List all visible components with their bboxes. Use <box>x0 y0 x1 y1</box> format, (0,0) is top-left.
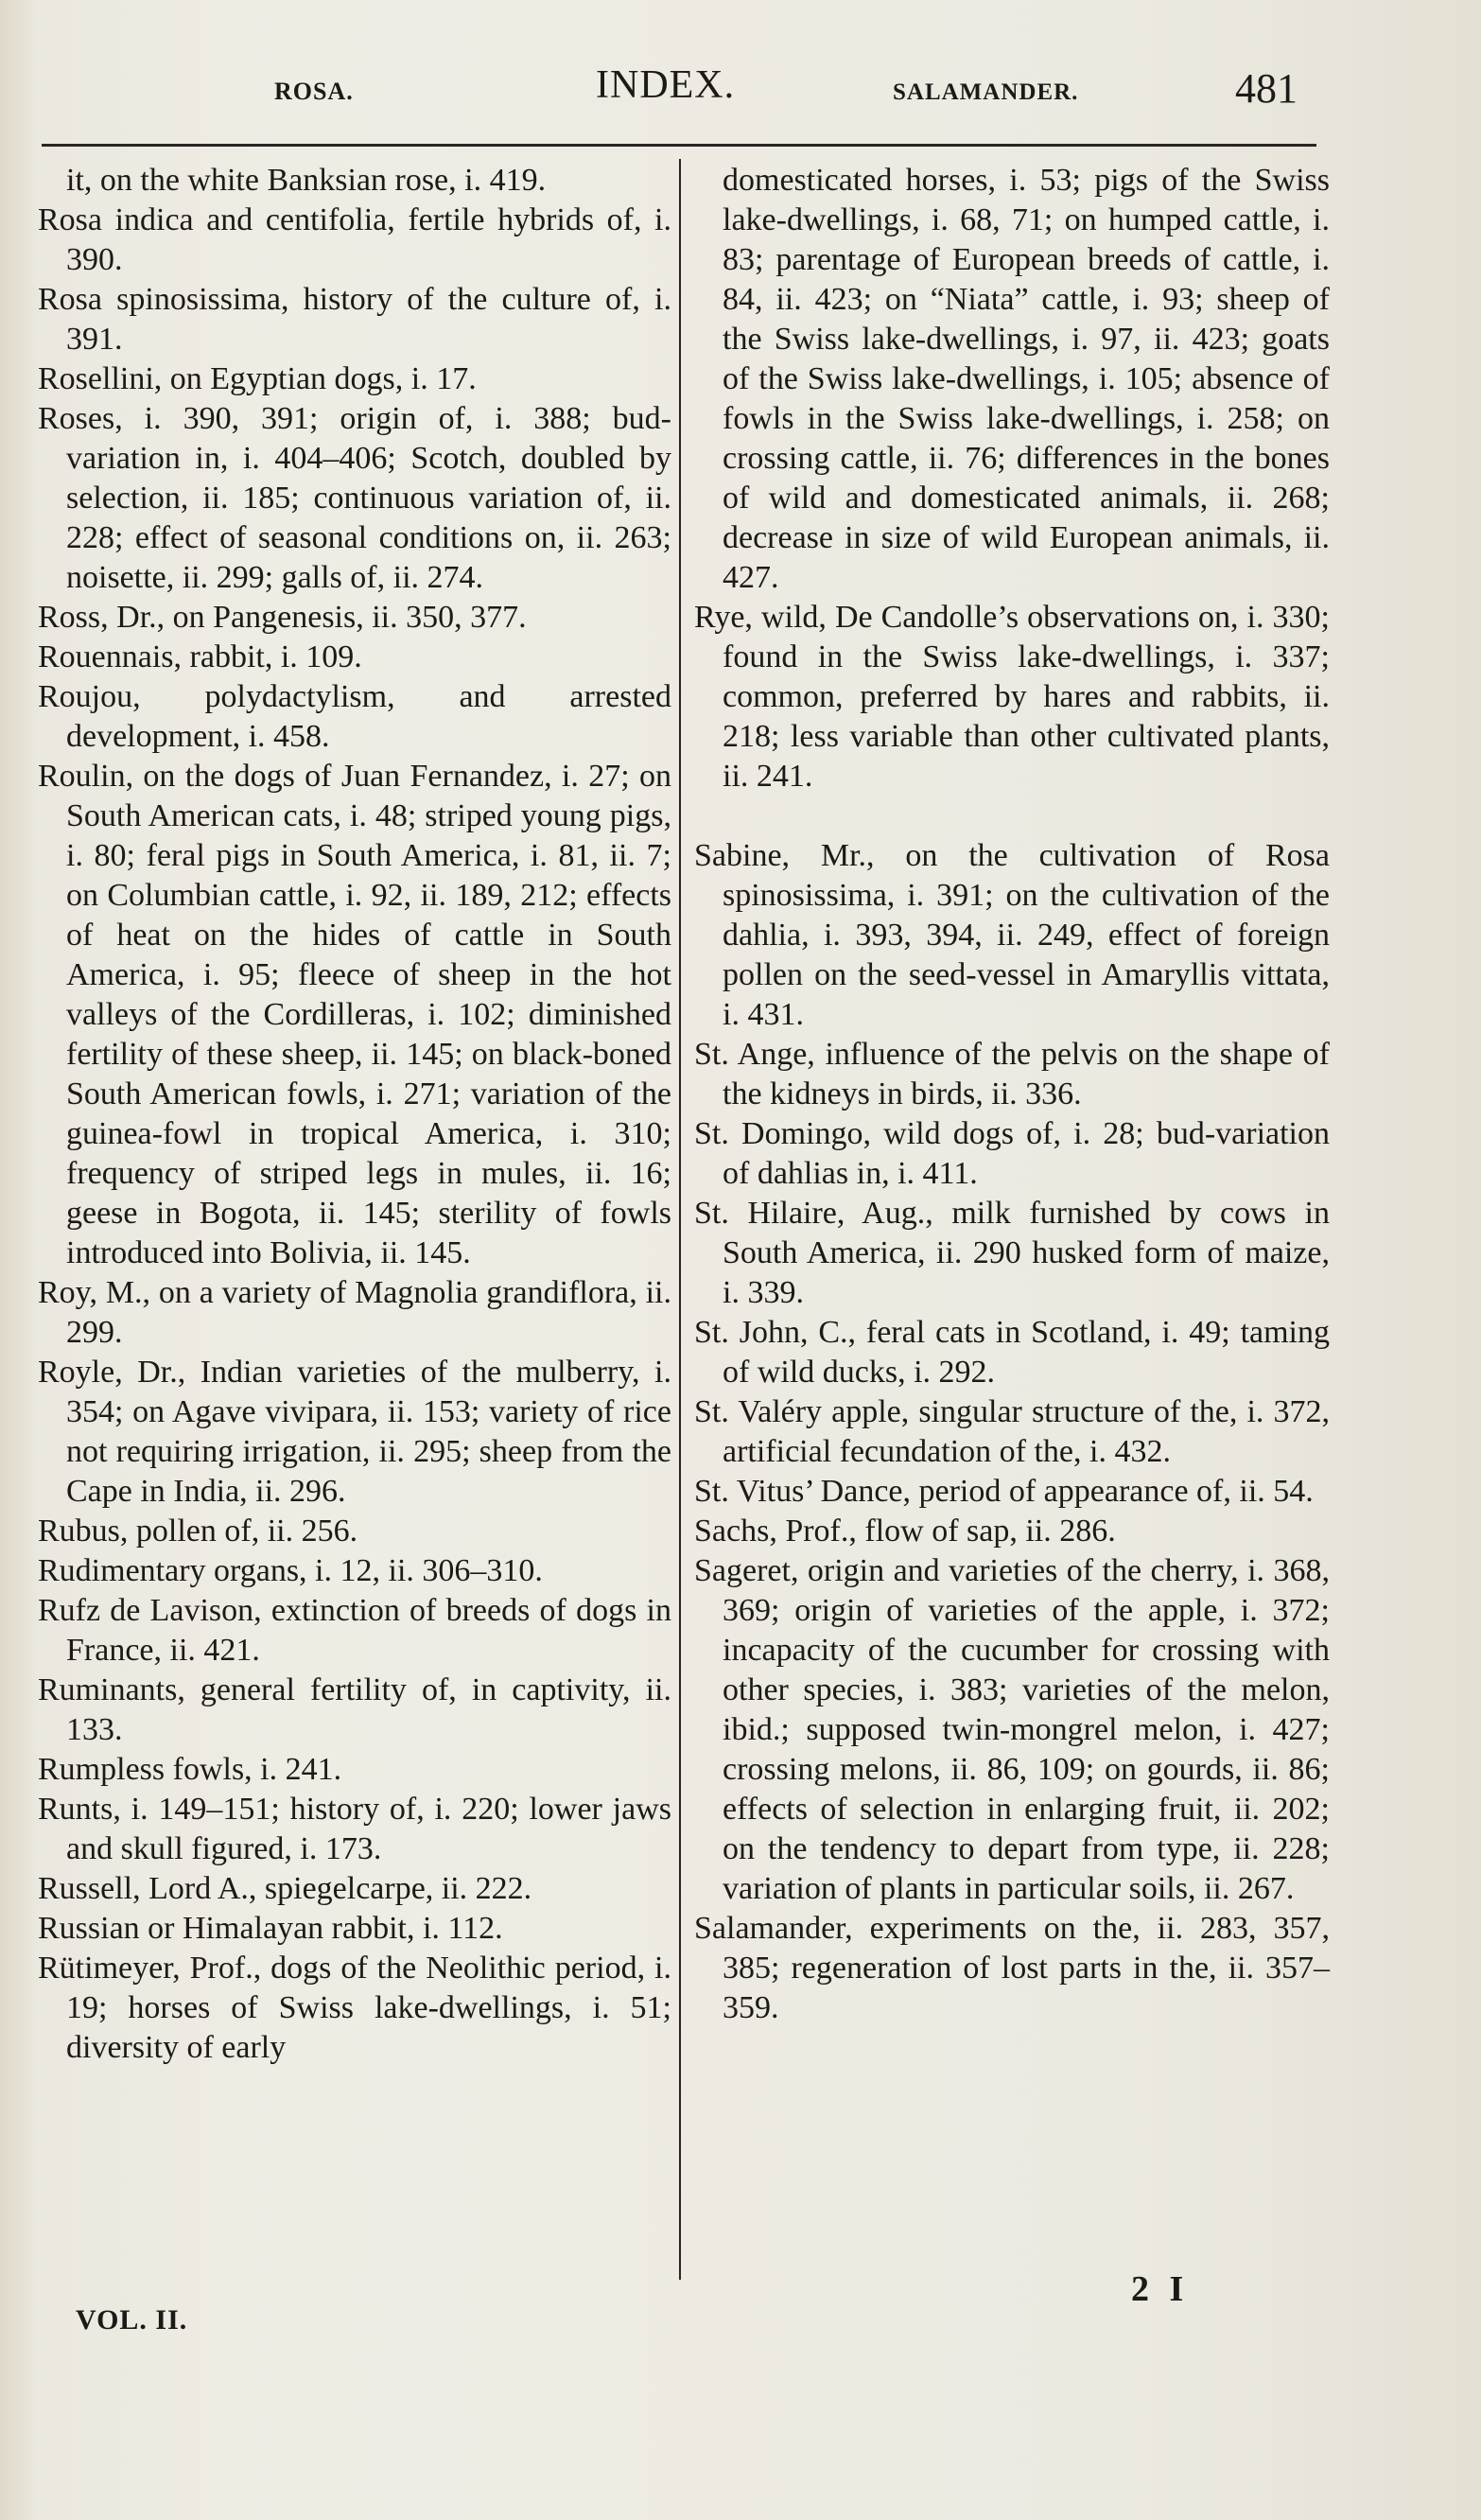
index-entry: Rosellini, on Egyptian dogs, i. 17. <box>38 361 477 396</box>
column-divider <box>679 159 681 2280</box>
right-running-head: SALAMANDER. <box>893 79 1079 105</box>
index-entry: Runts, i. 149–151; history of, i. 220; lower jaws and skull figured, i. 173. <box>38 1792 671 1866</box>
index-entry: Rudimentary organs, i. 12, ii. 306–310. <box>38 1553 543 1588</box>
index-entry: St. John, C., feral cats in Scotland, i. 49; taming of wild ducks, i. 292. <box>694 1315 1330 1390</box>
index-entry: St. Valéry apple, singular structure of the, i. 372, artificial fecundation of the, i. 432. <box>694 1394 1330 1469</box>
volume-footer: VOL. II. <box>76 2304 188 2336</box>
index-entry: Sageret, origin and varieties of the cherry, i. 368, 369; origin of varieties of the apple, i. 372; incapacity of the cucumber for crossing with other species, i. 383; varieties of the melon, ibid.; supposed twin-mongrel melon, i. 427; crossing melons, ii. 86, 109; on gourds, ii. 86; effects of selection in enlarging fruit, ii. 202; on the tendency to depart from type, ii. 228; variation of plants in particular soils, ii. 267. <box>694 1553 1330 1906</box>
index-entry: Rye, wild, De Candolle’s observations on, i. 330; found in the Swiss lake-dwellings, i. 337; common, preferred by hares and rabbits, ii. 218; less variable than other cultivated plants, ii. 241. <box>694 600 1330 794</box>
index-entry: Russian or Himalayan rabbit, i. 112. <box>38 1911 503 1946</box>
index-entry: domesticated horses, i. 53; pigs of the Swiss lake-dwellings, i. 68, 71; on humped cattle, i. 83; parentage of European breeds of cattle, i. 84, ii. 423; on “Niata” cattle, i. 93; sheep of the Swiss lake-dwellings, i. 97, ii. 423; goats of the Swiss lake-dwellings, i. 105; absence of fowls in the Swiss lake-dwellings, i. 258; on crossing cattle, ii. 76; differences in the bones of wild and domesticated animals, ii. 268; decrease in size of wild European animals, ii. 427. <box>723 163 1330 595</box>
index-entry: Rütimeyer, Prof., dogs of the Neolithic period, i. 19; horses of Swiss lake-dwellings, i. 51; diversity of early <box>38 1951 671 2065</box>
right-column <box>694 161 1330 2028</box>
running-header <box>0 57 1481 132</box>
left-running-head: ROSA. <box>274 78 354 105</box>
index-entry: Salamander, experiments on the, ii. 283, 357, 385; regeneration of lost parts in the, ii. 357–359. <box>694 1911 1330 2025</box>
index-entry: Rosa spinosissima, history of the culture of, i. 391. <box>38 282 671 357</box>
index-entry: Russell, Lord A., spiegelcarpe, ii. 222. <box>38 1871 532 1906</box>
index-entry: Rubus, pollen of, ii. 256. <box>38 1514 358 1549</box>
index-entry: Ruminants, general fertility of, in captivity, ii. 133. <box>38 1672 671 1747</box>
index-entry: Roujou, polydactylism, and arrested development, i. 458. <box>38 679 671 754</box>
index-title: INDEX. <box>596 63 736 107</box>
index-entry: Roulin, on the dogs of Juan Fernandez, i. 27; on South American cats, i. 48; striped young pigs, i. 80; feral pigs in South America, i. 81, ii. 7; on Columbian cattle, i. 92, ii. 189, 212; effects of heat on the hides of cattle in South America, i. 95; fleece of sheep in the hot valleys of the Cordilleras, i. 102; diminished fertility of these sheep, ii. 145; on black-boned South American fowls, i. 271; variation of the guinea-fowl in tropical America, i. 310; frequency of striped legs in mules, ii. 16; geese in Bogota, ii. 145; sterility of fowls introduced into Bolivia, ii. 145. <box>38 759 671 1270</box>
index-entry: Rouennais, rabbit, i. 109. <box>38 639 362 674</box>
index-entry: Rosa indica and centifolia, fertile hybrids of, i. 390. <box>38 202 671 277</box>
index-entry: St. Ange, influence of the pelvis on the shape of the kidneys in birds, ii. 336. <box>694 1037 1330 1111</box>
signature-mark: 2 I <box>1131 2269 1190 2309</box>
index-entry: Rufz de Lavison, extinction of breeds of dogs in France, ii. 421. <box>38 1593 671 1668</box>
left-column <box>38 161 671 2068</box>
letter-section-gap <box>694 796 1330 836</box>
index-entry: Rumpless fowls, i. 241. <box>38 1752 342 1787</box>
index-entry: St. Vitus’ Dance, period of appearance of, ii. 54. <box>694 1474 1314 1509</box>
index-entry: Ross, Dr., on Pangenesis, ii. 350, 377. <box>38 600 527 635</box>
index-entry: Royle, Dr., Indian varieties of the mulberry, i. 354; on Agave vivipara, ii. 153; variety of rice not requiring irrigation, ii. 295; sheep from the Cape in India, ii. 296. <box>38 1355 671 1509</box>
index-entry: St. Hilaire, Aug., milk furnished by cows in South America, ii. 290 husked form of maize, i. 339. <box>694 1196 1330 1310</box>
page-number: 481 <box>1235 65 1298 112</box>
index-entry: Roy, M., on a variety of Magnolia grandiflora, ii. 299. <box>38 1275 671 1350</box>
index-entry: Sabine, Mr., on the cultivation of Rosa spinosissima, i. 391; on the cultivation of the dahlia, i. 393, 394, ii. 249, effect of foreign pollen on the seed-vessel in Amaryllis vittata, i. 431. <box>694 838 1330 1032</box>
index-entry: it, on the white Banksian rose, i. 419. <box>66 163 547 198</box>
index-entry: Sachs, Prof., flow of sap, ii. 286. <box>694 1514 1116 1549</box>
header-rule <box>42 144 1316 147</box>
index-entry: Roses, i. 390, 391; origin of, i. 388; bud-variation in, i. 404–406; Scotch, doubled by selection, ii. 185; continuous variation of, ii. 228; effect of seasonal conditions on, ii. 263; noisette, ii. 299; galls of, ii. 274. <box>38 401 671 595</box>
index-entry: St. Domingo, wild dogs of, i. 28; bud-variation of dahlias in, i. 411. <box>694 1116 1330 1191</box>
